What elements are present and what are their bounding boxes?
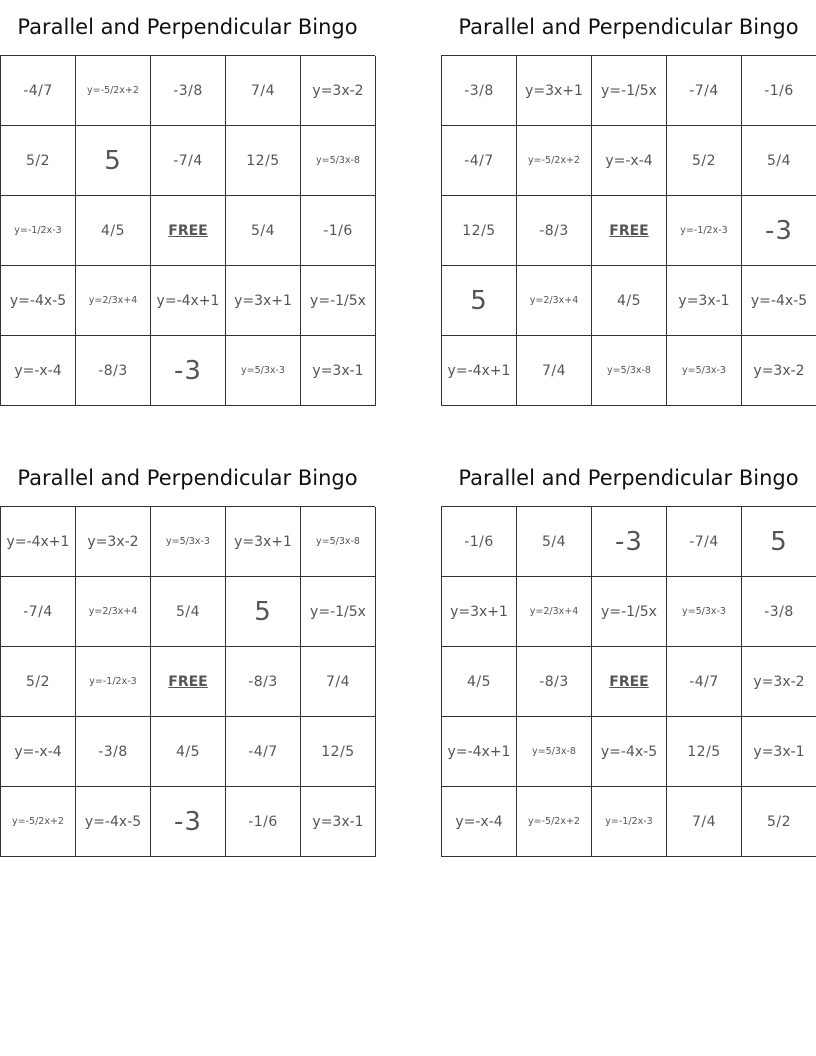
bingo-cell: y=3x-1 (301, 787, 376, 857)
bingo-cell: y=-x-4 (1, 336, 76, 406)
bingo-cell: y=-4x-5 (742, 266, 816, 336)
bingo-cell: y=2/3x+4 (517, 266, 592, 336)
bingo-cell: y=-1/5x (301, 266, 376, 336)
bingo-cell: y=3x+1 (226, 266, 301, 336)
bingo-cell: -7/4 (1, 577, 76, 647)
bingo-cell: -8/3 (517, 647, 592, 717)
bingo-cell: -3 (592, 507, 667, 577)
bingo-cell: 7/4 (667, 787, 742, 857)
bingo-cell: 7/4 (226, 56, 301, 126)
bingo-cell: y=-5/2x+2 (1, 787, 76, 857)
bingo-card-4 (441, 451, 816, 857)
bingo-grid (441, 506, 816, 857)
bingo-cell: -8/3 (76, 336, 151, 406)
bingo-cell: 5/4 (742, 126, 816, 196)
bingo-cell: -4/7 (226, 717, 301, 787)
free-space: FREE (592, 196, 667, 266)
bingo-cell: -3/8 (742, 577, 816, 647)
bingo-cell: y=-1/5x (592, 577, 667, 647)
bingo-cell: y=-1/5x (301, 577, 376, 647)
bingo-cell: y=-4x+1 (442, 717, 517, 787)
bingo-cell: 12/5 (226, 126, 301, 196)
bingo-cell: y=2/3x+4 (517, 577, 592, 647)
bingo-cell: y=3x-2 (742, 647, 816, 717)
bingo-cell: y=3x-2 (742, 336, 816, 406)
bingo-cell: y=-5/2x+2 (517, 126, 592, 196)
bingo-cell: y=-5/2x+2 (517, 787, 592, 857)
bingo-cell: y=3x+1 (517, 56, 592, 126)
bingo-grid (441, 55, 816, 406)
bingo-cell: 5 (226, 577, 301, 647)
bingo-cell: y=5/3x-3 (151, 507, 226, 577)
card-title: Parallel and Perpendicular Bingo (17, 466, 358, 490)
bingo-cell: 4/5 (442, 647, 517, 717)
bingo-cell: 4/5 (592, 266, 667, 336)
bingo-cell: -3 (151, 336, 226, 406)
bingo-cell: y=-1/2x-3 (667, 196, 742, 266)
bingo-cell: y=5/3x-3 (226, 336, 301, 406)
bingo-cell: y=-1/2x-3 (592, 787, 667, 857)
free-space: FREE (151, 647, 226, 717)
bingo-cell: 4/5 (76, 196, 151, 266)
bingo-cell: -3/8 (442, 56, 517, 126)
bingo-cell: -7/4 (667, 507, 742, 577)
bingo-cell: y=2/3x+4 (76, 577, 151, 647)
bingo-cell: y=3x-1 (301, 336, 376, 406)
bingo-cell: 5/2 (1, 647, 76, 717)
bingo-cell: 7/4 (301, 647, 376, 717)
bingo-cell: 5/2 (1, 126, 76, 196)
bingo-cell: y=3x+1 (442, 577, 517, 647)
bingo-cell: y=-x-4 (442, 787, 517, 857)
bingo-cell: y=-4x-5 (76, 787, 151, 857)
bingo-cell: 7/4 (517, 336, 592, 406)
bingo-cell: -7/4 (151, 126, 226, 196)
card-title: Parallel and Perpendicular Bingo (17, 15, 358, 39)
bingo-card-2 (441, 0, 816, 406)
bingo-cell: -4/7 (442, 126, 517, 196)
bingo-cell: -4/7 (1, 56, 76, 126)
bingo-cell: 4/5 (151, 717, 226, 787)
bingo-cell: -1/6 (301, 196, 376, 266)
bingo-cell: y=5/3x-3 (667, 336, 742, 406)
free-space: FREE (592, 647, 667, 717)
bingo-cell: 5/4 (517, 507, 592, 577)
bingo-cell: -8/3 (517, 196, 592, 266)
bingo-cell: 5/4 (151, 577, 226, 647)
bingo-cell: y=-4x-5 (1, 266, 76, 336)
bingo-grid (0, 55, 375, 406)
bingo-cell: y=-5/2x+2 (76, 56, 151, 126)
bingo-cell: y=5/3x-8 (301, 507, 376, 577)
bingo-card-3 (0, 451, 375, 857)
bingo-cell: -7/4 (667, 56, 742, 126)
bingo-cell: -3/8 (151, 56, 226, 126)
bingo-cell: 5/2 (667, 126, 742, 196)
bingo-cell: y=-4x+1 (151, 266, 226, 336)
bingo-cell: y=3x+1 (226, 507, 301, 577)
bingo-cell: y=5/3x-8 (592, 336, 667, 406)
bingo-cell: 5/4 (226, 196, 301, 266)
bingo-cell: -3 (742, 196, 816, 266)
bingo-cell: y=5/3x-8 (301, 126, 376, 196)
bingo-cell: y=-1/2x-3 (1, 196, 76, 266)
bingo-cell: y=-4x+1 (1, 507, 76, 577)
bingo-cell: -8/3 (226, 647, 301, 717)
bingo-cell: y=-4x+1 (442, 336, 517, 406)
bingo-cell: y=-x-4 (592, 126, 667, 196)
bingo-cell: 5 (442, 266, 517, 336)
bingo-cell: -1/6 (742, 56, 816, 126)
bingo-cell: 12/5 (442, 196, 517, 266)
bingo-cell: y=2/3x+4 (76, 266, 151, 336)
bingo-cell: -3/8 (76, 717, 151, 787)
bingo-cell: 5 (742, 507, 816, 577)
bingo-cell: y=3x-1 (742, 717, 816, 787)
bingo-cell: 5 (76, 126, 151, 196)
card-title: Parallel and Perpendicular Bingo (458, 15, 799, 39)
bingo-cell: y=-4x-5 (592, 717, 667, 787)
bingo-card-1 (0, 0, 375, 406)
bingo-cell: y=3x-2 (301, 56, 376, 126)
bingo-cell: -4/7 (667, 647, 742, 717)
bingo-cell: y=5/3x-8 (517, 717, 592, 787)
bingo-cell: -1/6 (442, 507, 517, 577)
bingo-cell: y=-x-4 (1, 717, 76, 787)
bingo-cell: 12/5 (301, 717, 376, 787)
bingo-grid (0, 506, 375, 857)
bingo-cell: -3 (151, 787, 226, 857)
free-space: FREE (151, 196, 226, 266)
bingo-cell: y=5/3x-3 (667, 577, 742, 647)
bingo-cell: y=-1/2x-3 (76, 647, 151, 717)
bingo-cell: -1/6 (226, 787, 301, 857)
bingo-cell: 5/2 (742, 787, 816, 857)
bingo-cell: 12/5 (667, 717, 742, 787)
card-title: Parallel and Perpendicular Bingo (458, 466, 799, 490)
bingo-cell: y=3x-2 (76, 507, 151, 577)
bingo-cell: y=3x-1 (667, 266, 742, 336)
bingo-cell: y=-1/5x (592, 56, 667, 126)
